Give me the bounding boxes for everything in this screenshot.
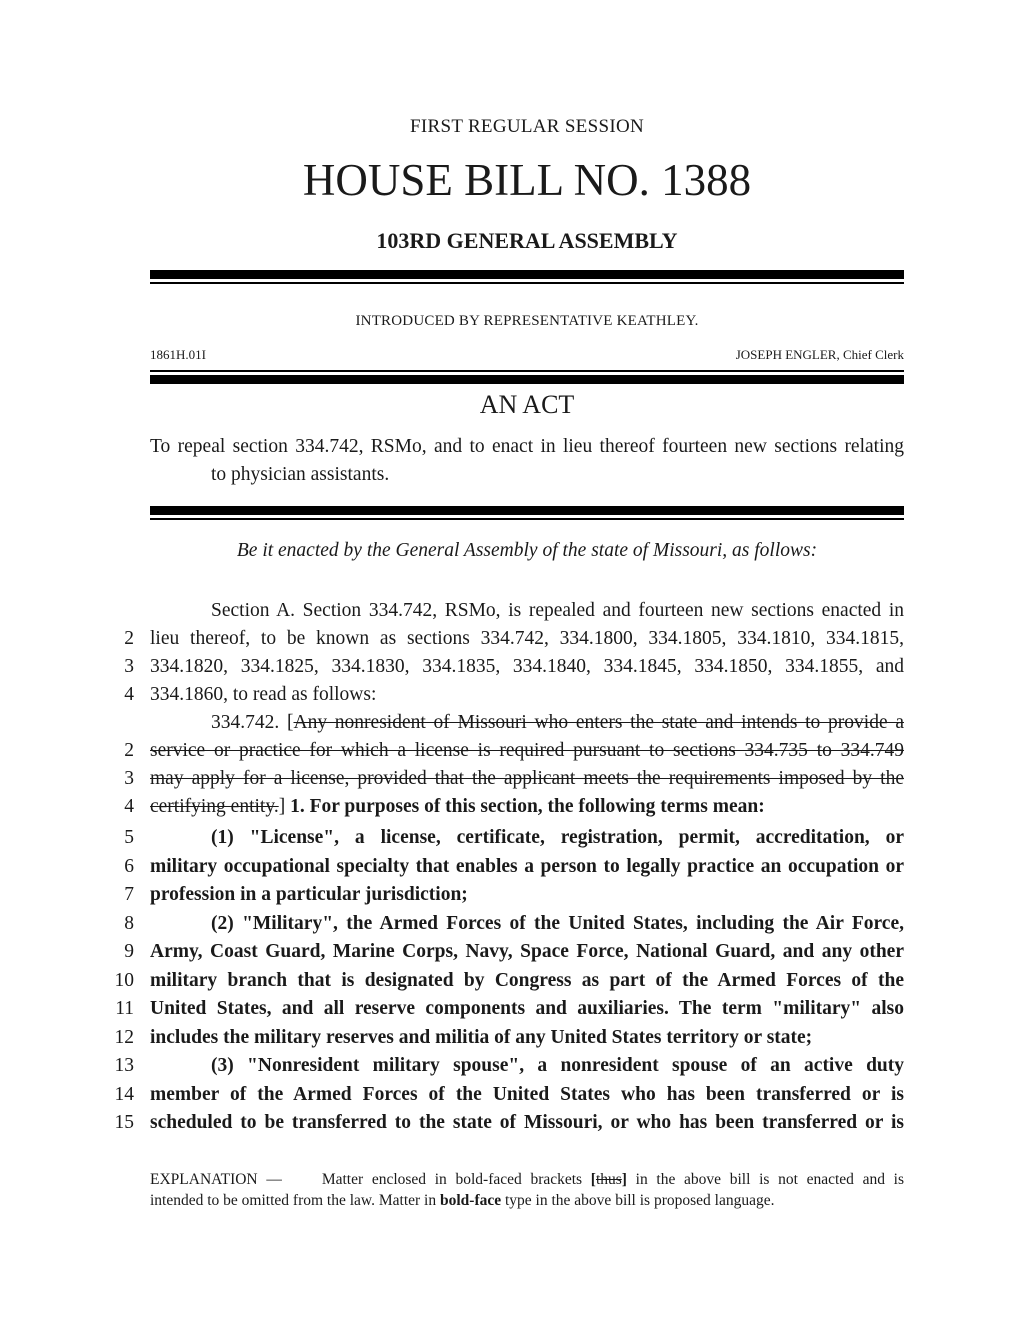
repealed-text: certifying entity. <box>150 796 279 817</box>
section-742-line-3: may apply for a license, provided that the applicant meets the requirements imposed by the <box>150 768 904 789</box>
section-742-line-9: Army, Coast Guard, Marine Corps, Navy, Space Force, National Guard, and any other <box>150 941 904 962</box>
bill-code: 1861H.01I <box>150 347 206 362</box>
act-rule-thin <box>150 518 904 520</box>
struck-example: thus <box>595 1171 622 1188</box>
section-742-line-2: service or practice for which a license is required pursuant to sections 334.735 to 334.749 <box>150 740 904 761</box>
line-number: 3 <box>124 656 134 677</box>
line-number: 7 <box>124 884 134 905</box>
line-number: 4 <box>124 796 134 817</box>
repealed-text: Any nonresident of Missouri who enters the state and intends to provide a <box>293 712 904 733</box>
section-742-line-13: (3) "Nonresident military spouse", a nonresident spouse of an active duty <box>211 1055 904 1076</box>
bill-title: HOUSE BILL NO. 1388 <box>302 155 752 205</box>
section-742-line-5: (1) "License", a license, certificate, registration, permit, accreditation, or <box>211 827 904 848</box>
intro-rule-thick <box>150 375 904 384</box>
section-742-line-1 <box>150 709 904 737</box>
section-742-line-10: military branch that is designated by Congress as part of the Armed Forces of the <box>150 970 904 991</box>
line-number: 11 <box>115 998 134 1019</box>
line-number: 13 <box>114 1055 134 1076</box>
section-a-line-4: 334.1860, to read as follows: <box>150 684 377 705</box>
section-742-line-15: scheduled to be transferred to the state of Missouri, or who has been transferred or is <box>150 1112 904 1133</box>
bracket-close: ] <box>621 1171 627 1188</box>
section-742-line-11: United States, and all reserve components and auxiliaries. The term "military" also <box>150 998 904 1019</box>
section-742-line-12: includes the military reserves and militia of any United States territory or state; <box>150 1027 813 1048</box>
line-number: 8 <box>124 913 134 934</box>
act-purpose-line-2: to physician assistants. <box>211 464 390 485</box>
section-a-line-3: 334.1820, 334.1825, 334.1830, 334.1835, 334.1840, 334.1845, 334.1850, 334.1855, and <box>150 656 904 677</box>
bracket-open: [ <box>590 1171 596 1188</box>
boldface-example: bold-face <box>439 1192 502 1209</box>
line-number: 2 <box>124 740 134 761</box>
section-742-line-4 <box>150 793 904 821</box>
act-heading: AN ACT <box>479 390 575 419</box>
line-number: 12 <box>114 1027 134 1048</box>
section-742-line-8: (2) "Military", the Armed Forces of the United States, including the Air Force, <box>211 913 904 934</box>
introduced-by: INTRODUCED BY REPRESENTATIVE KEATHLEY. <box>355 313 699 329</box>
line-number: 15 <box>114 1112 134 1133</box>
line-number: 9 <box>124 941 134 962</box>
line-number: 14 <box>114 1084 134 1105</box>
explanation-line-1: EXPLANATION — Matter enclosed in bold-faced brackets [thus] in the above bill is not enacted and is <box>150 1171 905 1188</box>
line-number: 6 <box>124 856 134 877</box>
line-number: 2 <box>124 628 134 649</box>
proposed-text: 1. For purposes of this section, the following terms mean: <box>285 796 765 817</box>
act-purpose-line-1: To repeal section 334.742, RSMo, and to enact in lieu thereof fourteen new sections relating <box>150 436 904 457</box>
section-number: 334.742. [ <box>211 712 294 733</box>
intro-rule-thin <box>150 370 904 372</box>
section-742-line-6: military occupational specialty that enables a person to legally practice an occupation or <box>150 856 904 877</box>
section-a-line-2: lieu thereof, to be known as sections 334.742, 334.1800, 334.1805, 334.1810, 334.1815, <box>150 628 904 649</box>
explanation-line-2: intended to be omitted from the law. Matter in bold-face type in the above bill is proposed language. <box>150 1192 775 1209</box>
bracket-close: ] <box>278 796 286 817</box>
section-a-line-1: Section A. Section 334.742, RSMo, is repealed and fourteen new sections enacted in <box>211 600 904 621</box>
line-number: 3 <box>124 768 134 789</box>
line-number: 10 <box>114 970 134 991</box>
explanation-label: EXPLANATION — <box>150 1171 282 1188</box>
act-rule-thick <box>150 506 904 515</box>
section-742-line-7: profession in a particular jurisdiction; <box>150 884 468 905</box>
header-rule-thin <box>150 282 904 284</box>
header-rule-thick <box>150 270 904 279</box>
enacting-clause: Be it enacted by the General Assembly of the state of Missouri, as follows: <box>236 540 818 561</box>
assembly-label: 103RD GENERAL ASSEMBLY <box>376 228 678 253</box>
chief-clerk: JOSEPH ENGLER, Chief Clerk <box>735 347 904 362</box>
line-number: 5 <box>124 827 134 848</box>
line-number: 4 <box>124 684 134 705</box>
section-742-line-14: member of the Armed Forces of the United States who has been transferred or is <box>150 1084 904 1105</box>
session-label: FIRST REGULAR SESSION <box>410 116 644 137</box>
